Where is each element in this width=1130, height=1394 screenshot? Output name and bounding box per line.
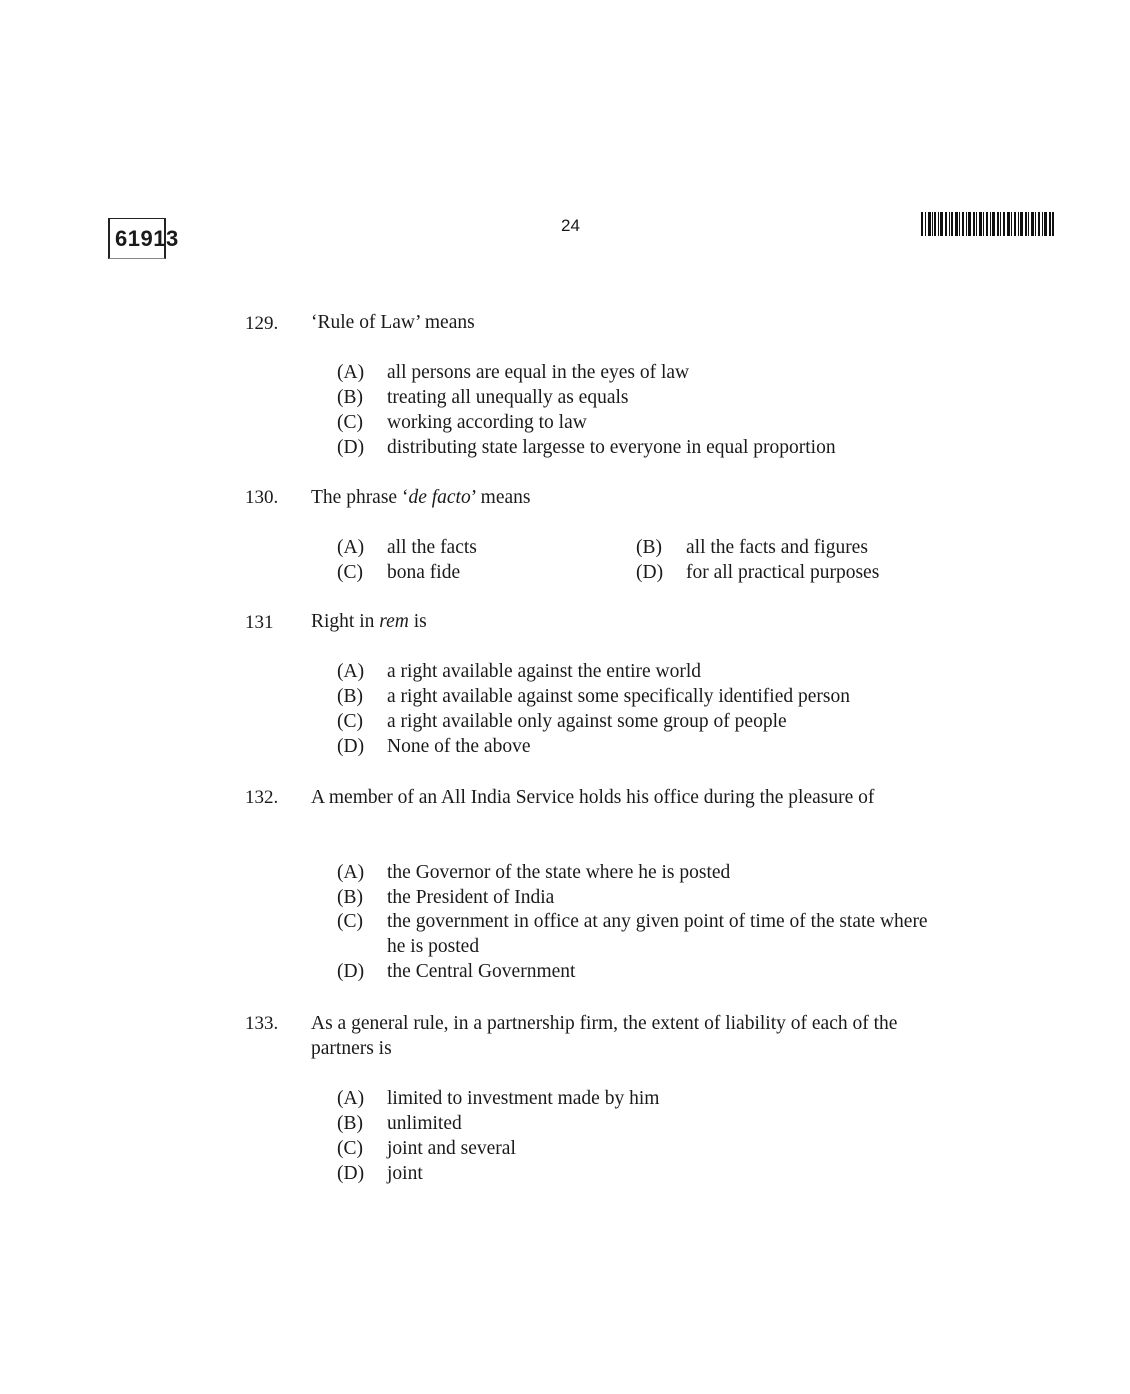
option-text: treating all unequally as equals <box>387 387 629 408</box>
option-label: (B) <box>337 387 363 408</box>
option-text: bona fide <box>387 562 461 583</box>
option-label: (D) <box>337 1163 365 1184</box>
option-label: (B) <box>337 887 363 908</box>
option-label: (B) <box>636 537 662 558</box>
option-label: (A) <box>337 362 365 383</box>
question-text <box>311 485 951 510</box>
option-text: the Governor of the state where he is posted <box>387 862 731 883</box>
question-number: 131 <box>245 612 274 633</box>
option-text: distributing state largesse to everyone in equal proportion <box>387 437 836 458</box>
barcode-icon <box>921 212 1054 236</box>
question-text: ‘Rule of Law’ means <box>311 312 475 333</box>
question-text-end: ’ means <box>470 487 531 508</box>
option-text: None of the above <box>387 736 531 757</box>
option-text: limited to investment made by him <box>387 1088 660 1109</box>
option-text: a right available against the entire world <box>387 661 702 682</box>
option-label: (D) <box>636 562 664 583</box>
option-label: (D) <box>337 736 365 757</box>
paper-code-box <box>108 218 179 259</box>
question-number: 133. <box>245 1013 279 1034</box>
option-label: (A) <box>337 1088 365 1109</box>
option-label: (C) <box>337 562 363 583</box>
option-label: (C) <box>337 911 363 932</box>
option-label: (C) <box>337 711 363 732</box>
question-text-start: The phrase ‘ <box>311 487 409 508</box>
option-label: (A) <box>337 537 365 558</box>
option-text: joint and several <box>387 1138 516 1159</box>
page-number: 24 <box>561 216 580 235</box>
question-text-italic: rem <box>379 611 409 632</box>
option-text: the Central Government <box>387 961 576 982</box>
option-label: (A) <box>337 862 365 883</box>
option-label: (C) <box>337 412 363 433</box>
option-text: all the facts and figures <box>686 537 868 558</box>
question-number: 130. <box>245 487 279 508</box>
option-text: unlimited <box>387 1113 462 1134</box>
question-text-italic: de facto <box>408 487 471 508</box>
option-text: joint <box>387 1163 423 1184</box>
option-label: (D) <box>337 961 365 982</box>
option-label: (B) <box>337 1113 363 1134</box>
question-text: As a general rule, in a partnership firm, the extent of liability of each of the partners is <box>311 1013 898 1059</box>
option-text: working according to law <box>387 412 587 433</box>
question-text-start: Right in <box>311 611 380 632</box>
option-text: all persons are equal in the eyes of law <box>387 362 690 383</box>
option-text: the government in office at any given point of time of the state where he is posted <box>387 911 928 957</box>
option-label: (A) <box>337 661 365 682</box>
question-text: A member of an All India Service holds his office during the pleasure of <box>311 787 875 808</box>
paper-code: 61913 <box>115 226 179 251</box>
option-label: (D) <box>337 437 365 458</box>
question-number: 132. <box>245 787 279 808</box>
option-label: (B) <box>337 686 363 707</box>
option-text: a right available only against some group of people <box>387 711 787 732</box>
option-text: the President of India <box>387 887 555 908</box>
question-number: 129. <box>245 313 279 334</box>
question-text <box>311 609 951 634</box>
option-label: (C) <box>337 1138 363 1159</box>
option-text: all the facts <box>387 537 477 558</box>
question-text-end: is <box>408 611 427 632</box>
option-text: a right available against some specifically identified person <box>387 686 850 707</box>
option-text: for all practical purposes <box>686 562 880 583</box>
